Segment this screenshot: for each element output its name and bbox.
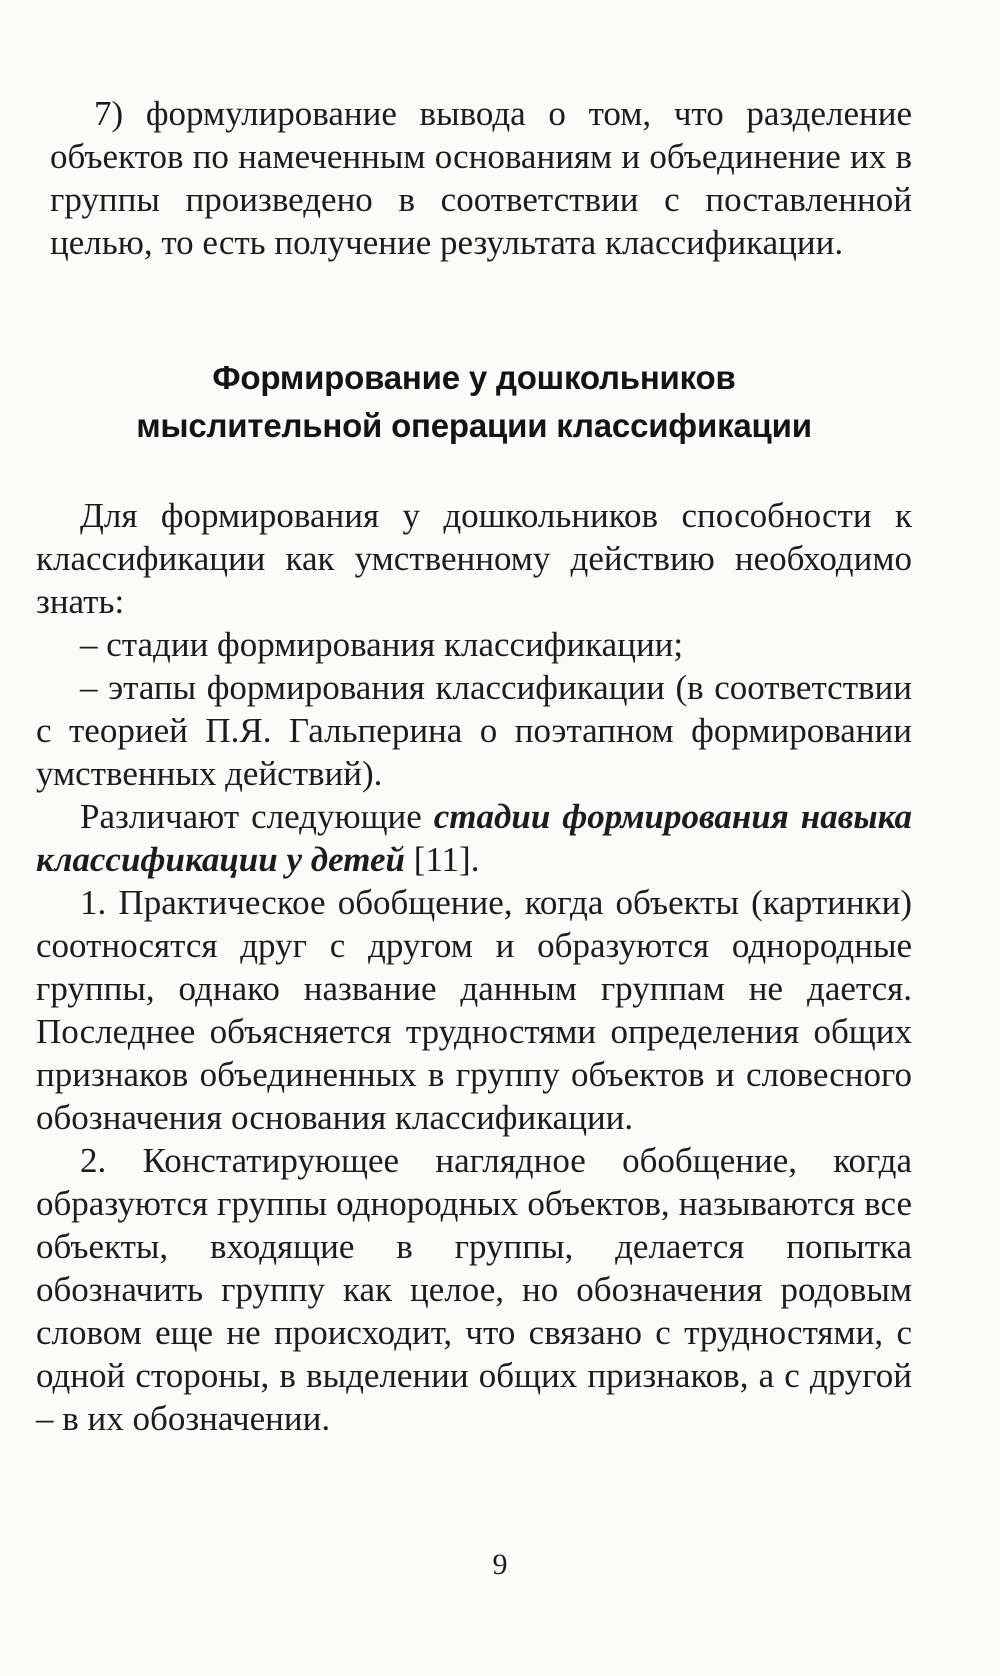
heading-line-2: мыслительной операции классификации: [136, 407, 812, 444]
list-item-phases: – этапы формирования классификации (в соответствии с теорией П.Я. Гальперина о поэтапном формировании умственных действий).: [36, 668, 912, 793]
page-content: [36, 92, 912, 1440]
paragraph-intro: Для формирования у дошкольников способности к классификации как умственному действию необходимо знать:: [36, 496, 912, 621]
stages-emphasis: стадии формирования навыка классификации у детей: [36, 797, 912, 879]
paragraph-stages-intro: [36, 795, 912, 881]
section-heading: [36, 354, 912, 450]
stages-citation: [11].: [404, 840, 480, 879]
page-number: 9: [492, 1548, 508, 1581]
paragraph-stage-1: 1. Практическое обобщение, когда объекты (картинки) соотносятся друг с другом и образуются однородные группы, однако название данным группам не дается. Последнее объясняется трудностями определения общих признаков объединенных в группу объектов и словесного обозначения основания классификации.: [36, 883, 912, 1137]
list-item-stages: – стадии формирования классификации;: [80, 625, 684, 664]
heading-line-1: Формирование у дошкольников: [212, 359, 736, 396]
stages-intro-text: Различают следующие: [80, 797, 434, 836]
paragraph-conclusion-step: 7) формулирование вывода о том, что разделение объектов по намеченным основаниям и объединение их в группы произведено в соответствии с поставленной целью, то есть получение результата классификации.: [50, 94, 912, 262]
paragraph-stage-2: 2. Констатирующее наглядное обобщение, когда образуются группы однородных объектов, называются все объекты, входящие в группы, делается попытка обозначить группу как целое, но обозначения родовым словом еще не происходит, что связано с трудностями, с одной стороны, в выделении общих признаков, а с другой – в их обозначении.: [36, 1141, 912, 1438]
